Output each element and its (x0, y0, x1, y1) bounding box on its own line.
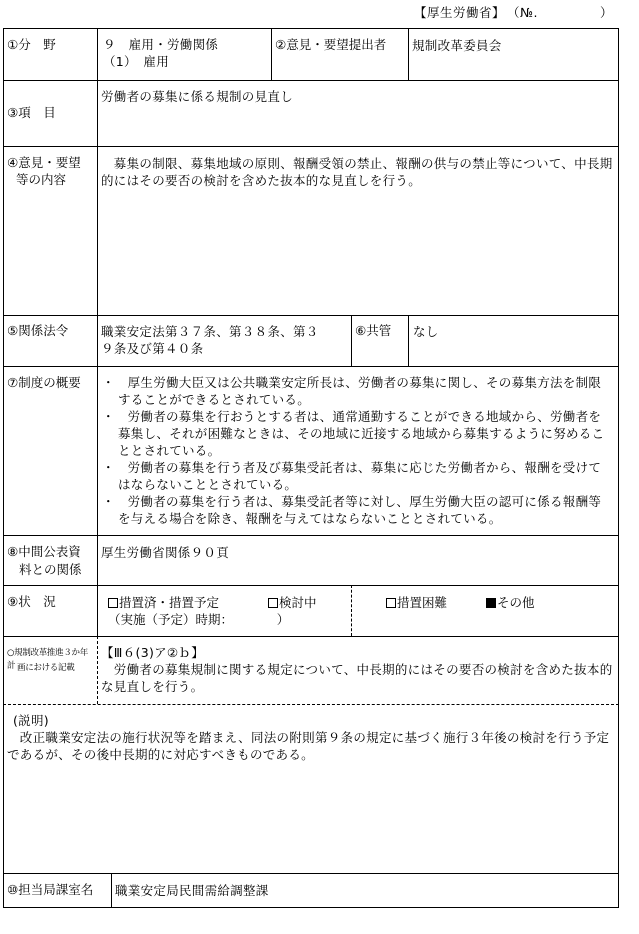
field-label: ①分 野 (7, 37, 56, 52)
related-laws-label: ⑤関係法令 (7, 323, 69, 338)
explanation-title: (説明) (13, 713, 49, 728)
status-option-other: その他 (486, 594, 535, 612)
field-category-line2: （1） 雇用 (103, 54, 170, 69)
overview-bullet: ・ 労働者の募集を行う者及び募集受託者は、募集に応じた労働者から、報酬を受けてはならないこととされている。 (102, 460, 602, 492)
proposer-label: ②意見・要望提出者 (275, 37, 387, 52)
interim-value: 厚生労働省関係９０頁 (101, 545, 230, 560)
status-implementation-date: （実施（予定）時期： ） (108, 612, 290, 627)
overview-bullet: ・ 労働者の募集を行おうとする者は、通常通勤することができる地域から、労働者を募集し、それが困難なときは、その地域に近接する地域から募集するように努めることとされている。 (102, 409, 605, 458)
item-value: 労働者の募集に係る規制の見直し (101, 89, 294, 104)
explanation-content: 改正職業安定法の施行状況等を踏まえ、同法の附則第９条の規定に基づく施行３年後の検討を行う予定であるが、その後中長期的に対応すべきものである。 (7, 730, 610, 762)
item-label: ③項 目 (7, 105, 56, 120)
status-option-considering: 検討中 (268, 594, 317, 612)
checkbox-empty-icon (108, 598, 118, 608)
plan-content: 労働者の募集規制に関する規定について、中長期的にはその要否の検討を含めた抜本的な見直しを行う。 (101, 662, 613, 694)
plan-label-line2: 画における記載 (17, 663, 75, 673)
ministry-header (414, 3, 634, 19)
plan-label-line1: ○規制改革推進３か年計 (7, 648, 88, 671)
overview-bullet: ・ 労働者の募集を行う者は、募集受託者等に対し、厚生労働大臣の認可に係る報酬等を与える場合を除き、報酬を与えてはならないこととされている。 (102, 494, 602, 526)
request-label-line2: 等の内容 (16, 172, 67, 187)
checkbox-filled-icon (486, 598, 496, 608)
field-category-line1: ９ 雇用・労働関係 (103, 37, 219, 52)
related-laws-line2: ９条及び第４０条 (101, 341, 204, 356)
number-close: ） (600, 5, 614, 20)
department-value: 職業安定局民間需給調整課 (115, 883, 269, 898)
ministry-name: 【厚生労働省】 (414, 5, 506, 20)
checkbox-empty-icon (268, 598, 278, 608)
overview-bullet: ・ 厚生労働大臣又は公共職業安定所長は、労働者の募集に関し、その募集方法を制限することができるとされている。 (102, 375, 602, 407)
kyokan-label: ⑥共管 (355, 323, 392, 338)
proposer-value: 規制改革委員会 (412, 38, 502, 53)
system-overview-list (102, 374, 612, 527)
status-label: ⑨状 況 (7, 594, 56, 609)
system-overview-label: ⑦制度の概要 (7, 375, 81, 390)
request-content: 募集の制限、募集地域の原則、報酬受領の禁止、報酬の供与の禁止等について、中長期的にはその要否の検討を含めた抜本的な見直しを行う。 (101, 156, 613, 188)
interim-label-line1: ⑧中間公表資 (7, 544, 81, 559)
request-label-line1: ④意見・要望 (7, 155, 81, 170)
interim-label-line2: 料との関係 (19, 562, 82, 577)
number-label: （№. (507, 5, 538, 20)
status-option-difficult: 措置困難 (386, 594, 447, 612)
plan-reference: 【Ⅲ６(3)ア②ｂ】 (101, 645, 205, 660)
checkbox-empty-icon (386, 598, 396, 608)
department-label: ⑩担当局課室名 (7, 882, 94, 897)
related-laws-line1: 職業安定法第３７条、第３８条、第３ (101, 324, 319, 339)
kyokan-value: なし (413, 324, 439, 339)
status-option-implemented: 措置済・措置予定 (108, 594, 219, 612)
